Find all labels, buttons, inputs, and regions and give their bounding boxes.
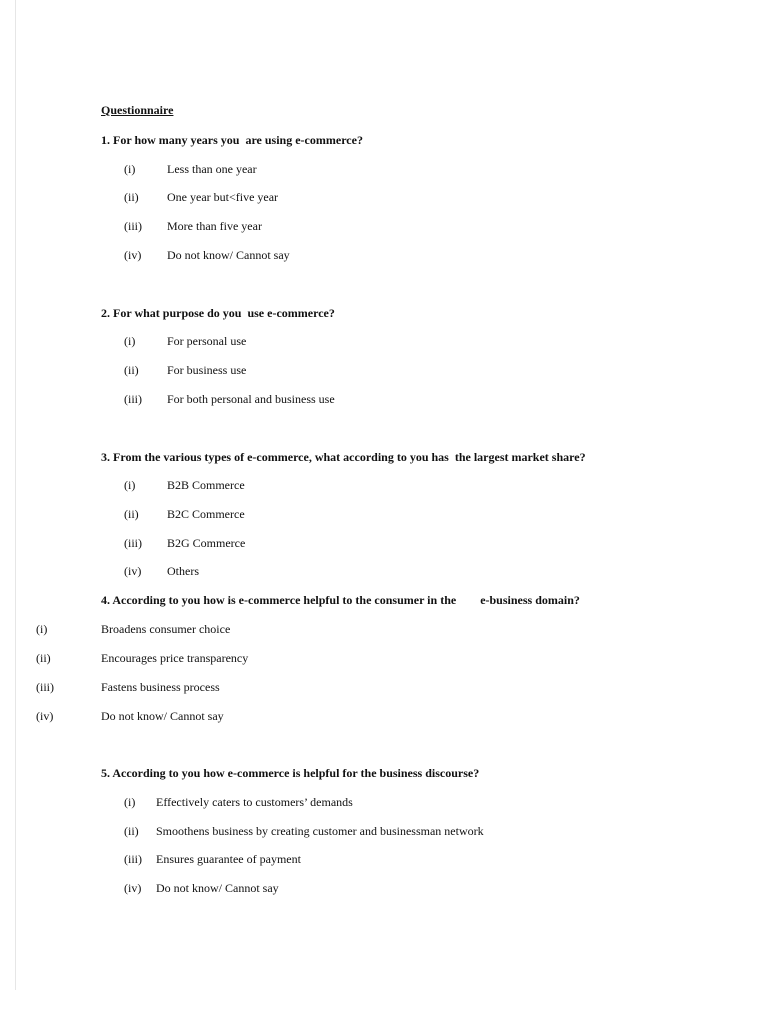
q2-option-3-text: For both personal and business use bbox=[167, 392, 335, 406]
question-3: 3. From the various types of e-commerce, what according to you has the largest market share? bbox=[101, 450, 586, 464]
q4-option-2-number: (ii) bbox=[36, 651, 51, 665]
question-2: 2. For what purpose do you use e-commerce? bbox=[101, 306, 335, 320]
q3-option-1-number: (i) bbox=[124, 478, 136, 492]
q3-option-4-number: (iv) bbox=[124, 564, 142, 578]
q3-option-2-text: B2C Commerce bbox=[167, 507, 245, 521]
q1-option-1-text: Less than one year bbox=[167, 162, 257, 176]
q4-option-1-number: (i) bbox=[36, 622, 48, 636]
q4-option-4-number: (iv) bbox=[36, 709, 54, 723]
q3-option-4-text: Others bbox=[167, 564, 199, 578]
q3-option-1-text: B2B Commerce bbox=[167, 478, 245, 492]
q1-option-2-text: One year but<five year bbox=[167, 190, 279, 204]
question-4: 4. According to you how is e-commerce helpful to the consumer in the e-business domain? bbox=[101, 593, 580, 607]
q5-option-2-text: Smoothens business by creating customer and businessman network bbox=[156, 824, 484, 838]
q2-option-1-text: For personal use bbox=[167, 334, 247, 348]
q5-option-1-text: Effectively caters to customers’ demands bbox=[156, 795, 353, 809]
q5-option-4-number: (iv) bbox=[124, 881, 142, 895]
question-5: 5. According to you how e-commerce is helpful for the business discourse? bbox=[101, 766, 480, 780]
q1-option-3-text: More than five year bbox=[167, 219, 262, 233]
q1-option-1-number: (i) bbox=[124, 162, 136, 176]
q5-option-1-number: (i) bbox=[124, 795, 136, 809]
q4-option-3-text: Fastens business process bbox=[101, 680, 220, 694]
q2-option-3-number: (iii) bbox=[124, 392, 142, 406]
q3-option-2-number: (ii) bbox=[124, 507, 139, 521]
q4-option-4-text: Do not know/ Cannot say bbox=[101, 709, 224, 723]
page-left-edge bbox=[15, 0, 16, 990]
q3-option-3-text: B2G Commerce bbox=[167, 536, 246, 550]
q2-option-2-text: For business use bbox=[167, 363, 247, 377]
q1-option-4-number: (iv) bbox=[124, 248, 142, 262]
q4-option-3-number: (iii) bbox=[36, 680, 54, 694]
questionnaire-heading: Questionnaire bbox=[101, 103, 174, 117]
q4-option-2-text: Encourages price transparency bbox=[101, 651, 249, 665]
q5-option-2-number: (ii) bbox=[124, 824, 139, 838]
q2-option-1-number: (i) bbox=[124, 334, 136, 348]
q5-option-4-text: Do not know/ Cannot say bbox=[156, 881, 279, 895]
q1-option-3-number: (iii) bbox=[124, 219, 142, 233]
q5-option-3-number: (iii) bbox=[124, 852, 142, 866]
q2-option-2-number: (ii) bbox=[124, 363, 139, 377]
q1-option-2-number: (ii) bbox=[124, 190, 139, 204]
q4-option-1-text: Broadens consumer choice bbox=[101, 622, 231, 636]
q1-option-4-text: Do not know/ Cannot say bbox=[167, 248, 290, 262]
question-1: 1. For how many years you are using e-commerce? bbox=[101, 133, 363, 147]
q5-option-3-text: Ensures guarantee of payment bbox=[156, 852, 301, 866]
q3-option-3-number: (iii) bbox=[124, 536, 142, 550]
